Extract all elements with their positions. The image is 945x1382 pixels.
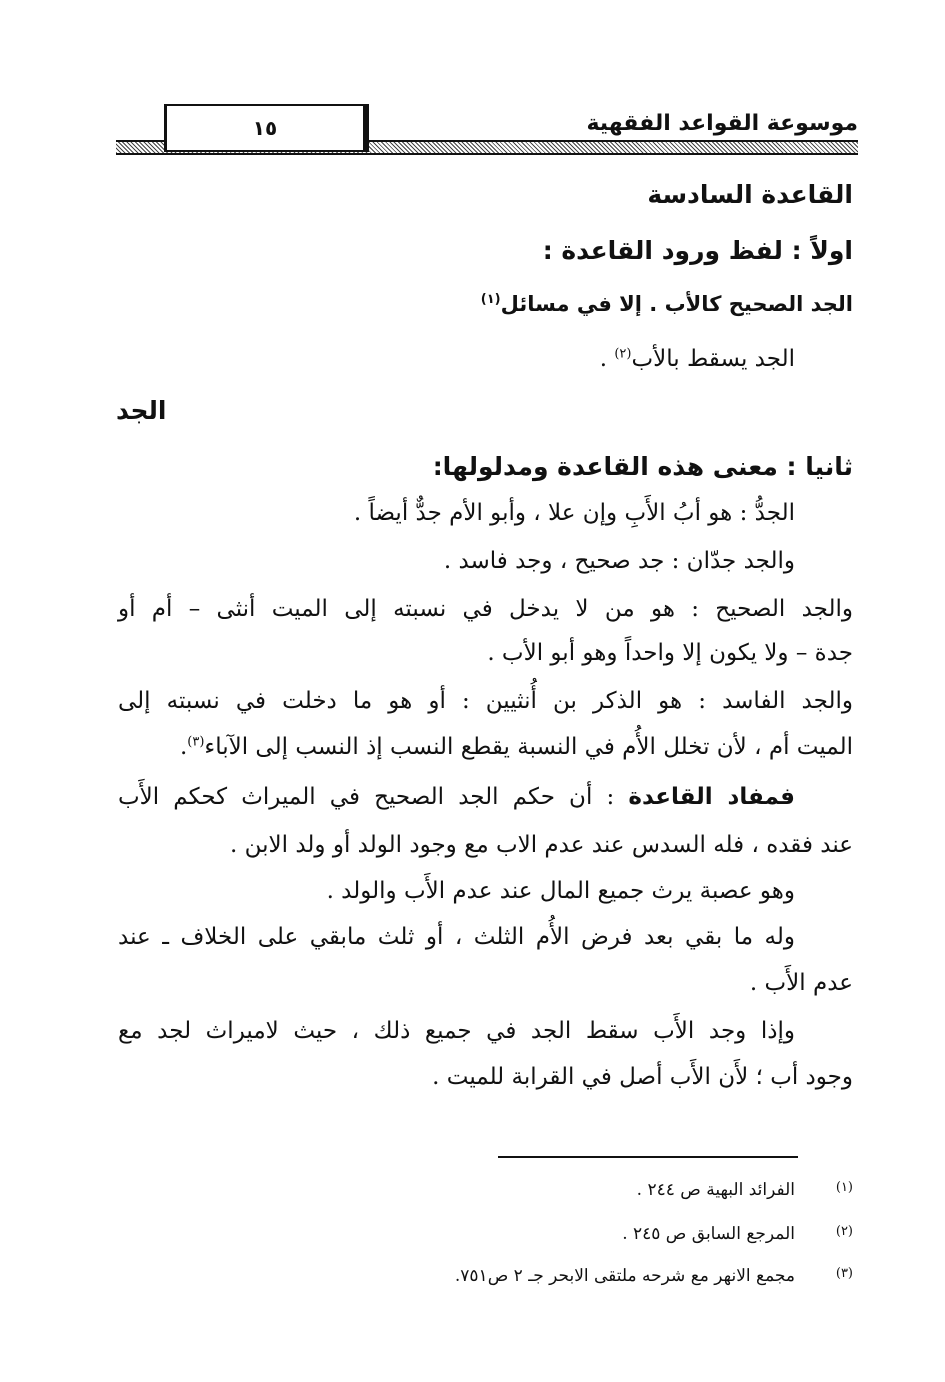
rule-variant [600,346,795,372]
rule-statement [481,292,853,316]
section-heading-meaning: ثانيا : معنى هذه القاعدة ومدلولها: [432,452,853,481]
paragraph-exclusion-line2: وجود أب ؛ لأَن الأَب أصل في القرابة للميت . [432,1064,853,1090]
running-header [116,104,858,154]
footnote-separator [498,1156,798,1158]
keyword-heading: الجد [116,396,167,425]
paragraph-unsound-line2 [180,734,853,760]
footnote-text: الفرائد البهية ص ٢٤٤ . [636,1180,795,1200]
paragraph-unsound-line2-tail: . [179,734,188,760]
rule-heading: القاعدة السادسة [647,180,853,209]
footnote-number: (٣) [835,1266,853,1281]
rule-variant-text: الجد يسقط بالأب [631,346,795,372]
paragraph-unsound-line1: والجد الفاسد : هو الذكر بن أُنثيين : أو هو ما دخلت في نسبته إلى [118,688,853,714]
footnote-text: مجمع الانهر مع شرحه ملتقى الابحر جـ ٢ ص٧٥١. [454,1266,795,1286]
paragraph-sound-line1: والجد الصحيح : هو من لا يدخل في نسبته إلى الميت أنثى – أم أو [118,596,853,622]
section-heading-wording: اولاً : لفظ ورود القاعدة : [542,236,853,265]
paragraph-definition: الجدُّ : هو أبُ الأَبِ وإن علا ، وأبو الأم جدٌّ أيضاً . [353,500,795,526]
paragraph-residuary: وهو عصبة يرث جميع المال عند عدم الأَب والولد . [326,878,795,904]
rule-statement-text: الجد الصحيح كالأب . إلا في مسائل [500,292,853,316]
paragraph-remainder-line2: عدم الأَب . [749,970,853,996]
footnote-number: (١) [835,1180,853,1195]
paragraph-remainder-line1: وله ما بقي بعد فرض الأُم الثلث ، أو ثلث مابقي على الخلاف ـ عند [118,924,795,950]
running-title: موسوعة القواعد الفقهية [578,108,858,140]
paragraph-gist-line1 [118,784,795,810]
gist-keyword: فمفاد القاعدة [628,784,795,810]
footnote-ref: (٢) [614,346,632,362]
footnote-ref: (١) [480,292,501,307]
footnote-ref: (٣) [187,734,205,750]
footnote-number: (٢) [835,1224,853,1239]
page-number: ١٥ [164,104,369,152]
paragraph-exclusion-line1: وإذا وجد الأَب سقط الجد في جميع ذلك ، حيث لاميراث لجد مع [118,1018,795,1044]
paragraph-gist-line2: عند فقده ، فله السدس عند عدم الاب مع وجود الولد أو ولد الابن . [230,832,853,858]
paragraph-unsound-line2-text: الميت أم ، لأن تخلل الأُم في النسبة يقطع النسب إذ النسب إلى الآباء [204,734,853,760]
footnote-text: المرجع السابق ص ٢٤٥ . [622,1224,795,1244]
paragraph-types: والجد جدّان : جد صحيح ، وجد فاسد . [443,548,795,574]
rule-variant-tail: . [599,346,615,372]
paragraph-sound-line2: جدة – ولا يكون إلا واحداً وهو أبو الأب . [487,640,853,666]
gist-text: : أن حكم الجد الصحيح في الميراث كحكم الأَب [118,784,629,810]
